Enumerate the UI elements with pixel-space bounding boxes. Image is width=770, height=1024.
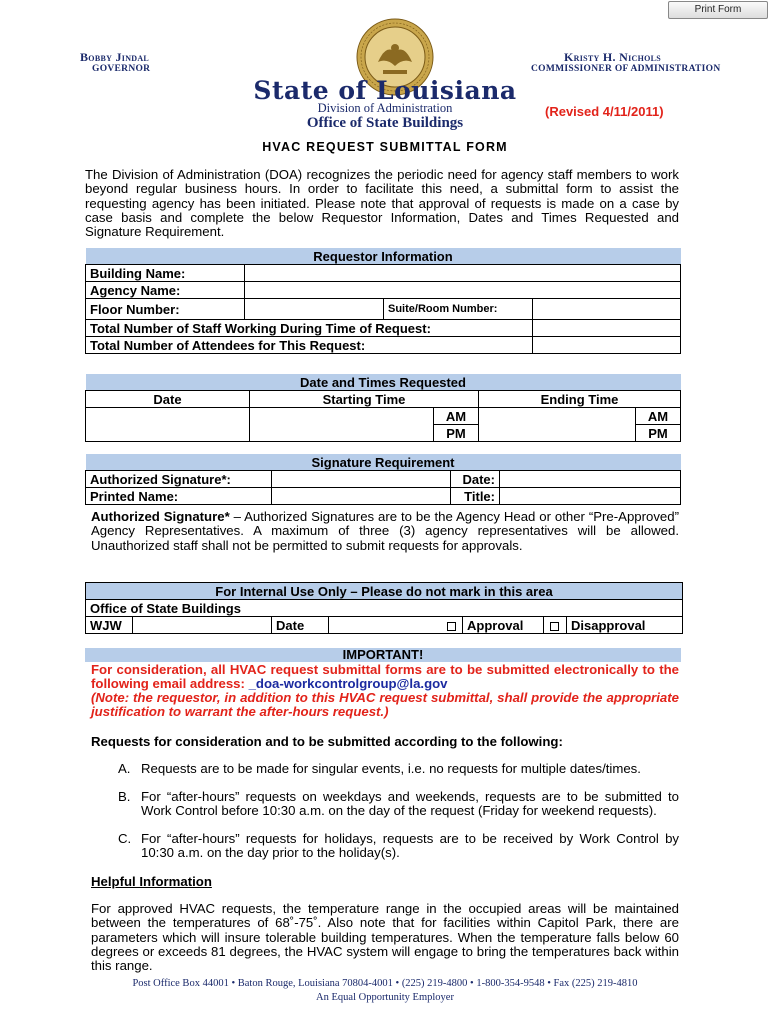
office-name: Office of State Buildings: [306, 115, 464, 131]
wjw-label: WJW: [86, 617, 133, 634]
authorized-signature-field[interactable]: [272, 471, 451, 488]
printed-name-label: Printed Name:: [86, 488, 272, 505]
agency-name-field[interactable]: [245, 282, 681, 299]
helpful-heading: Helpful Information: [91, 874, 212, 889]
printed-name-field[interactable]: [272, 488, 451, 505]
signature-table: [85, 454, 681, 505]
email-link[interactable]: _doa-workcontrolgroup@la.gov: [248, 676, 448, 692]
floor-number-label: Floor Number:: [86, 299, 245, 320]
suite-room-field[interactable]: [533, 299, 681, 320]
start-pm-option[interactable]: PM: [434, 425, 479, 442]
title-label: Title:: [451, 488, 500, 505]
request-marker-b: B.: [118, 789, 131, 804]
internal-date-label: Date: [272, 617, 329, 634]
disapproval-checkbox: [550, 622, 559, 631]
end-pm-option[interactable]: PM: [636, 425, 681, 442]
ending-time-column-header: Ending Time: [479, 391, 681, 408]
wjw-field: [133, 617, 272, 634]
important-note: (Note: the requestor, in addition to this HVAC request submittal, shall provide the appropriate justification to warrant the after-hours request.): [91, 690, 679, 720]
important-text: [91, 663, 679, 692]
floor-number-field[interactable]: [245, 299, 384, 320]
important-line: For consideration, all HVAC request submittal forms are to be submitted electronically to the following email address:: [91, 662, 679, 692]
internal-use-heading: For Internal Use Only – Please do not mark in this area: [86, 583, 683, 600]
request-marker-c: C.: [118, 831, 132, 846]
staff-count-label: Total Number of Staff Working During Time of Request:: [86, 320, 533, 337]
signature-note: [91, 510, 679, 553]
date-column-header: Date: [86, 391, 250, 408]
attendees-count-field[interactable]: [533, 337, 681, 354]
revised-date: (Revised 4/11/2011): [545, 104, 664, 119]
request-item-c: For “after-hours” requests for holidays, requests are to be received by Work Control by 10:30 a.m. on the day prior to the holiday(s).: [141, 831, 679, 861]
division-name: Division of Administration: [317, 101, 453, 115]
request-item-b: For “after-hours” requests on weekdays and weekends, requests are to be submitted to Work Control before 10:30 a.m. on the day of the request (Friday for weekend requests).: [141, 789, 679, 819]
footer-eoe: An Equal Opportunity Employer: [316, 992, 454, 1003]
date-field[interactable]: [86, 408, 250, 442]
attendees-count-label: Total Number of Attendees for This Request:: [86, 337, 533, 354]
requestor-heading: Requestor Information: [86, 248, 681, 265]
authorized-signature-label: Authorized Signature*:: [86, 471, 272, 488]
governor-title: GOVERNOR: [92, 64, 151, 74]
approval-checkbox: [447, 622, 456, 631]
signature-note-text: – Authorized Signatures are to be the Agency Head or other “Pre-Approved” Agency Representatives. A maximum of three (3) agency representatives will be allowed. Unauthorized staff shall not be permitted to submit requests for approvals.: [91, 509, 679, 553]
commissioner-name: Kristy H. Nichols: [564, 50, 662, 64]
request-item-a: Requests are to be made for singular events, i.e. no requests for multiple dates/times.: [141, 761, 641, 776]
building-name-field[interactable]: [245, 265, 681, 282]
dates-heading: Date and Times Requested: [86, 374, 681, 391]
title-field[interactable]: [500, 488, 681, 505]
requestor-table: [85, 248, 681, 354]
disapproval-label: Disapproval: [567, 617, 683, 634]
starting-time-field[interactable]: [250, 408, 434, 442]
dates-table: [85, 374, 681, 442]
commissioner-title: COMMISSIONER OF ADMINISTRATION: [531, 64, 721, 74]
request-marker-a: A.: [118, 761, 131, 776]
suite-room-label: Suite/Room Number:: [384, 299, 533, 320]
signature-note-label: Authorized Signature*: [91, 509, 230, 524]
helpful-text: For approved HVAC requests, the temperature range in the occupied areas will be maintained between the temperatures of 68˚-75˚. Also note that for facilities within Capitol Park, there are parameters which will insure tolerable building temperatures. When the temperature falls below 60 degrees or exceeds 81 degrees, the HVAC system will engage to bring the temperatures back within this range.: [91, 901, 679, 974]
governor-name: Bobby Jindal: [80, 50, 150, 64]
ending-time-field[interactable]: [479, 408, 636, 442]
form-title: HVAC REQUEST SUBMITTAL FORM: [262, 140, 508, 154]
start-am-option[interactable]: AM: [434, 408, 479, 425]
building-name-label: Building Name:: [86, 265, 245, 282]
signature-heading: Signature Requirement: [86, 454, 681, 471]
signature-date-field[interactable]: [500, 471, 681, 488]
disapproval-checkbox-cell: [544, 617, 567, 634]
end-am-option[interactable]: AM: [636, 408, 681, 425]
staff-count-field[interactable]: [533, 320, 681, 337]
signature-date-label: Date:: [451, 471, 500, 488]
state-title: State of Louisiana: [253, 76, 517, 105]
internal-use-table: [85, 582, 683, 634]
intro-paragraph: The Division of Administration (DOA) recognizes the periodic need for agency staff members to work beyond regular business hours. In order to facilitate this need, a submittal form to assist the requesting agency has been initiated. Please note that approval of requests is made on a case by case basis and complete the below Requestor Information, Dates and Times Requested and Signature Requirement.: [85, 167, 679, 240]
important-heading: IMPORTANT!: [85, 648, 681, 662]
print-form-button[interactable]: Print Form: [668, 1, 768, 19]
footer-address: Post Office Box 44001 • Baton Rouge, Louisiana 70804-4001 • (225) 219-4800 • 1-800-354-9548 • Fax (225) 219-4810: [132, 978, 638, 989]
approval-label: Approval: [463, 617, 544, 634]
agency-name-label: Agency Name:: [86, 282, 245, 299]
requests-heading: Requests for consideration and to be submitted according to the following:: [91, 734, 563, 749]
internal-office-label: Office of State Buildings: [86, 600, 683, 617]
approval-checkbox-cell: [329, 617, 463, 634]
starting-time-column-header: Starting Time: [250, 391, 479, 408]
